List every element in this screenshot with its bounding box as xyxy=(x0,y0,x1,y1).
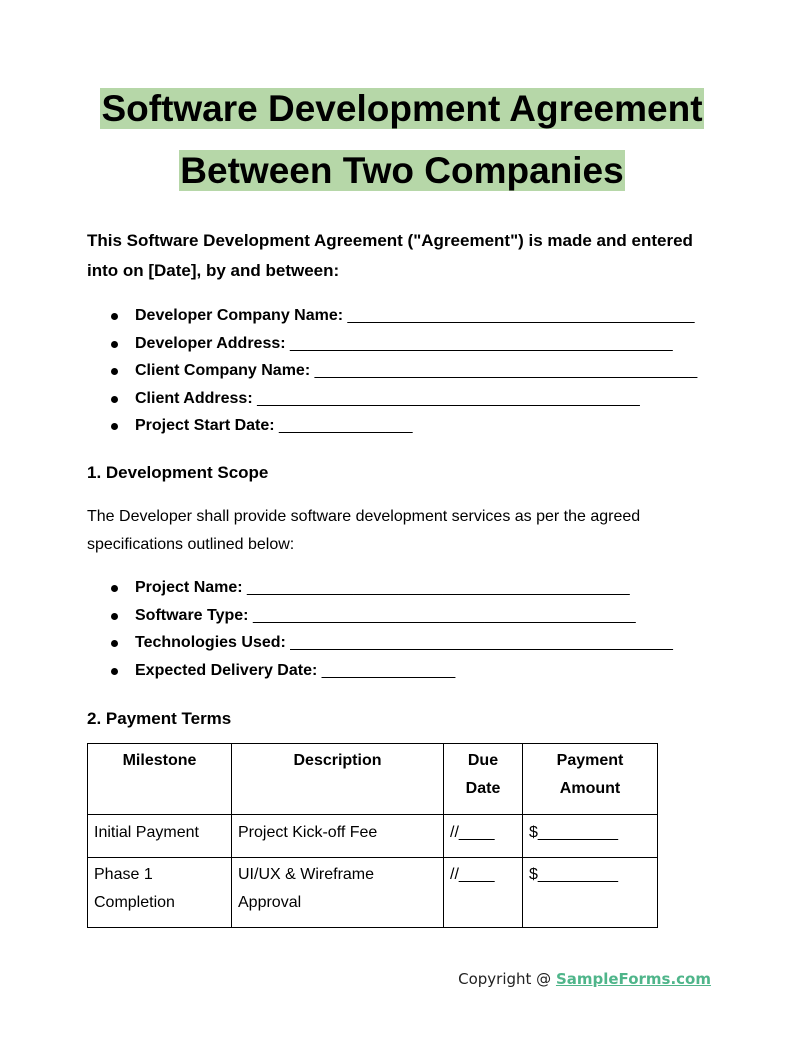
scope-paragraph: The Developer shall provide software development services as per the agreed specifications outlined below: xyxy=(87,508,641,553)
bullet-icon xyxy=(111,368,118,375)
column-header-description: Description xyxy=(232,744,444,815)
table-cell-payment-amount[interactable]: $_________ xyxy=(523,858,658,928)
list-item xyxy=(87,657,673,685)
field-label: Expected Delivery Date: xyxy=(135,661,318,679)
section-heading-payment-terms: 2. Payment Terms xyxy=(87,709,232,728)
field-label: Developer Address: xyxy=(135,334,286,352)
sampleforms-link[interactable]: SampleForms.com xyxy=(555,970,711,988)
fill-in-blank[interactable]: ___________________________________________ xyxy=(252,606,636,624)
bullet-icon xyxy=(111,396,118,403)
table-cell-milestone: Initial Payment xyxy=(88,815,232,858)
field-label: Software Type: xyxy=(135,606,249,624)
table-cell-milestone: Phase 1 Completion xyxy=(88,858,232,928)
field-label: Developer Company Name: xyxy=(135,307,344,324)
column-header-due-date: Due Date xyxy=(444,744,523,815)
list-item xyxy=(87,357,697,385)
fill-in-blank[interactable]: _______________ xyxy=(321,661,456,679)
list-item xyxy=(87,412,697,440)
document-title-line-2 xyxy=(0,150,804,191)
fill-in-blank[interactable]: ___________________________________________ xyxy=(290,334,673,352)
bullet-icon xyxy=(111,613,118,620)
field-label: Technologies Used: xyxy=(135,634,286,652)
fill-in-blank[interactable]: ___________________________________________ xyxy=(247,579,630,596)
list-item xyxy=(87,385,697,413)
table-cell-description: UI/UX & Wireframe Approval xyxy=(232,858,444,928)
fill-in-blank[interactable]: ___________________________________________ xyxy=(314,362,698,380)
copyright-prefix: Copyright @ xyxy=(458,970,556,988)
list-item xyxy=(87,302,697,330)
fill-in-blank[interactable]: _______________ xyxy=(279,417,413,435)
bullet-icon xyxy=(111,668,118,675)
bullet-icon xyxy=(111,341,118,348)
field-label: Client Company Name: xyxy=(135,362,311,380)
field-label: Project Name: xyxy=(135,579,243,596)
list-item xyxy=(87,602,673,630)
title-line-2-text: Between Two Companies xyxy=(180,150,624,191)
fill-in-blank[interactable]: _______________________________________ xyxy=(347,307,695,324)
table-header-row xyxy=(88,744,658,815)
fill-in-blank[interactable]: ___________________________________________ xyxy=(290,634,673,652)
field-label: Client Address: xyxy=(135,389,253,407)
table-cell-due-date[interactable]: //____ xyxy=(444,858,523,928)
intro-paragraph: This Software Development Agreement ("Agreement") is made and entered into on [Date], by and between: xyxy=(87,231,693,280)
list-item xyxy=(87,574,673,602)
list-item xyxy=(87,330,697,358)
bullet-icon xyxy=(111,423,118,430)
table-cell-payment-amount[interactable]: $_________ xyxy=(523,815,658,858)
table-cell-description: Project Kick-off Fee xyxy=(232,815,444,858)
column-header-milestone: Milestone xyxy=(88,744,232,815)
scope-list xyxy=(87,574,673,684)
bullet-icon xyxy=(111,640,118,647)
section-heading-development-scope: 1. Development Scope xyxy=(87,463,269,482)
title-line-1-text: Software Development Agreement xyxy=(101,88,703,129)
document-title-line-1 xyxy=(0,88,804,129)
list-item xyxy=(87,629,673,657)
table-row xyxy=(88,858,658,928)
copyright-footer xyxy=(458,967,711,991)
bullet-icon xyxy=(111,585,118,592)
payment-terms-table xyxy=(87,743,658,928)
field-label: Project Start Date: xyxy=(135,417,275,435)
column-header-payment-amount: Payment Amount xyxy=(523,744,658,815)
bullet-icon xyxy=(111,313,118,320)
fill-in-blank[interactable]: ___________________________________________ xyxy=(257,389,640,407)
table-cell-due-date[interactable]: //____ xyxy=(444,815,523,858)
parties-list xyxy=(87,302,697,440)
table-row xyxy=(88,815,658,858)
